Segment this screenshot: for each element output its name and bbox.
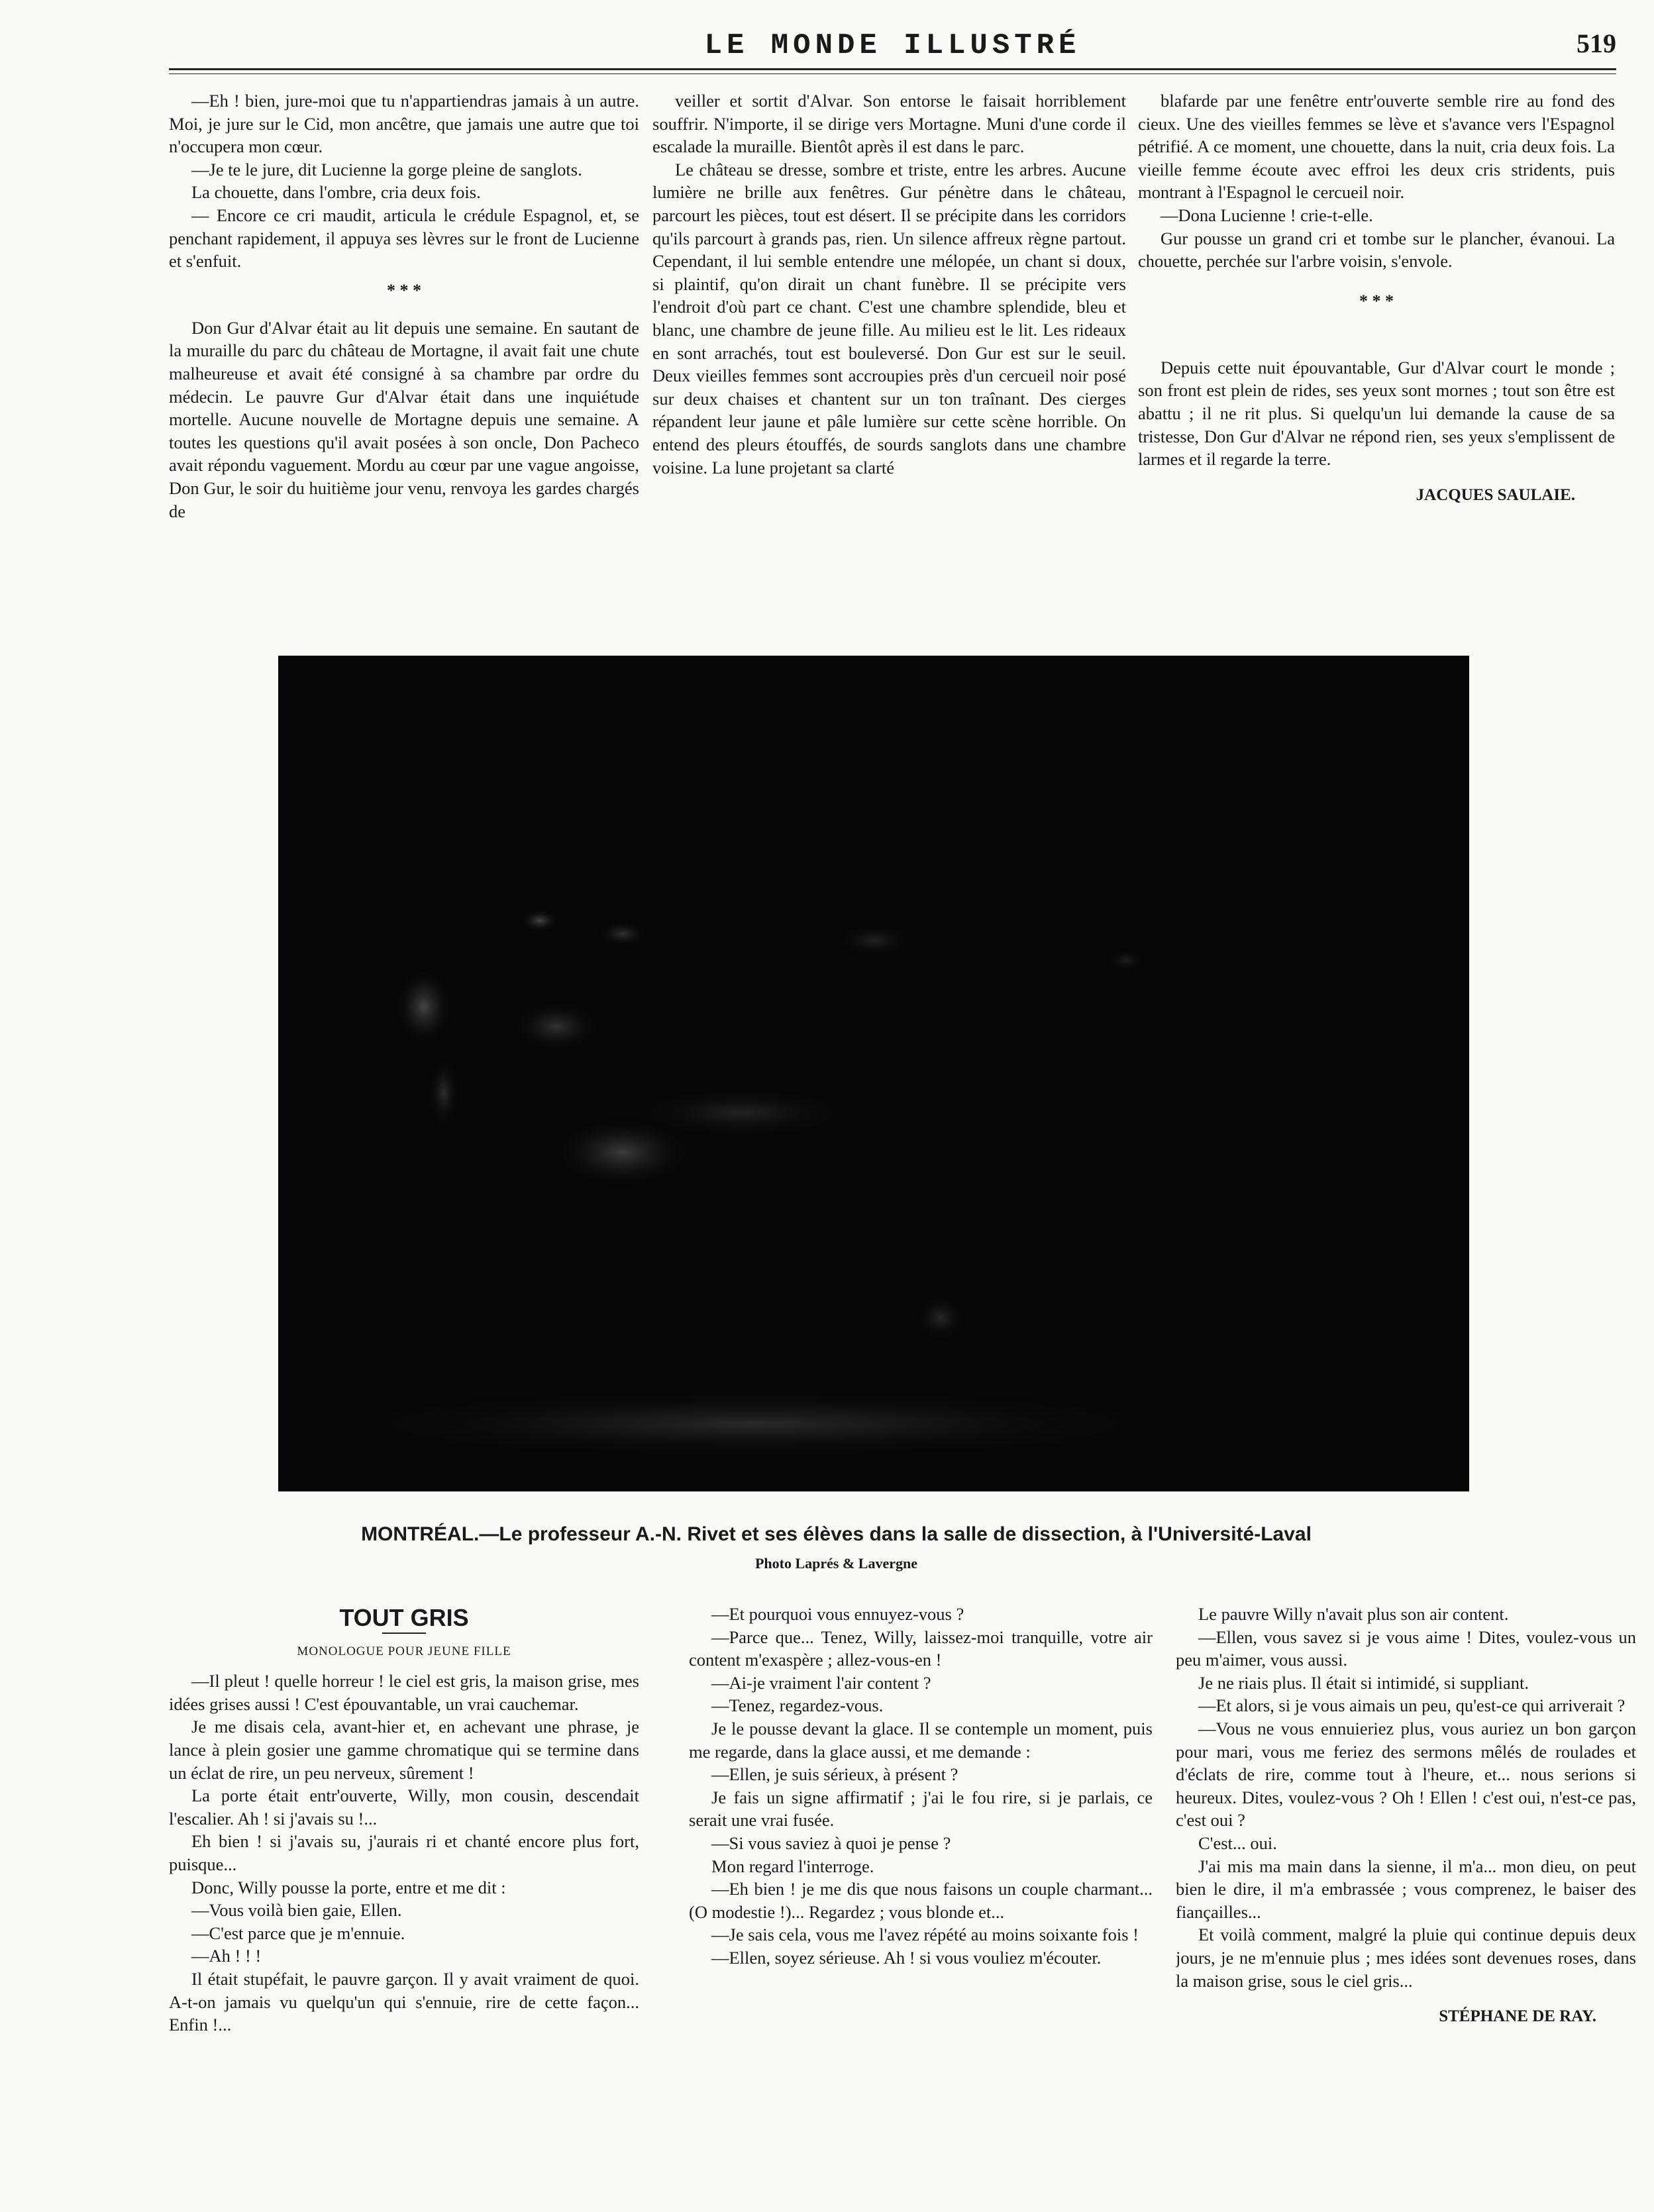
newspaper-title: LE MONDE ILLUSTRÉ: [704, 29, 1081, 62]
paragraph: —Je te le jure, dit Lucienne la gorge pleine de sanglots.: [191, 159, 582, 179]
story1-signature: JACQUES SAULAIE.: [1416, 485, 1575, 504]
dissection-room-photo: [278, 656, 1469, 1491]
paragraph: —Ellen, je suis sérieux, à présent ?: [711, 1764, 958, 1785]
story1-column-2: [652, 89, 1126, 606]
paragraph: C'est... oui.: [1198, 1833, 1277, 1853]
paragraph: —Eh bien ! je me dis que nous faisons un couple charmant... (O modestie !)... Regardez ; vous blonde et...: [689, 1879, 1153, 1922]
story1-column-1: [169, 89, 639, 606]
paragraph: Le pauvre Willy n'avait plus son air content.: [1198, 1604, 1509, 1624]
story1-col3-paragraphs: [1138, 89, 1615, 273]
paragraph: —Dona Lucienne ! crie-t-elle.: [1161, 205, 1373, 225]
paragraph: Don Gur d'Alvar était au lit depuis une semaine. En sautant de la muraille du parc du château de Mortagne, il avait fait une chute malheureuse et avait été consigné à sa chambre par ordre du médecin. Le pauvre Gur d'Alvar était dans une inquiétude mortelle. Aucune nouvelle de Mortagne depuis une semaine. A toutes les questions qu'il avait posées à son oncle, Don Pacheco avait répondu vaguement. Mordu au cœur par une vague angoisse, Don Gur, le soir du huitième jour venu, renvoya les gardes chargés de: [169, 317, 639, 521]
paragraph: —Ai-je vraiment l'air content ?: [711, 1672, 931, 1693]
paragraph: —Ah ! ! !: [191, 1946, 262, 1966]
paragraph: — Encore ce cri maudit, articula le crédule Espagnol, et, se penchant rapidement, il appuya ses lèvres sur le front de Lucienne et s'enfuit.: [169, 205, 639, 272]
section-separator-2: * * *: [1359, 291, 1394, 311]
paragraph: —Et pourquoi vous ennuyez-vous ?: [711, 1604, 964, 1624]
paragraph: La porte était entr'ouverte, Willy, mon cousin, descendait l'escalier. Ah ! si j'avais su !...: [169, 1785, 639, 1829]
paragraph: —Vous ne vous ennuieriez plus, vous auriez un bon garçon pour mari, vous me feriez des sermons mêlés de roulades et d'éclats de rire, comme tout à l'heure, et... nous serions si heureux. Dites, voulez-vous ? Oh ! Ellen ! c'est oui, n'est-ce pas, c'est oui ?: [1176, 1718, 1636, 1831]
paragraph: —Eh ! bien, jure-moi que tu n'appartiendras jamais à un autre. Moi, je jure sur le Cid, mon ancêtre, que jamais une autre que toi n'occupera mon cœur.: [169, 91, 639, 157]
page-number: 519: [1576, 28, 1616, 58]
masthead: [169, 26, 1616, 73]
photo-caption: MONTRÉAL.—Le professeur A.-N. Rivet et ses élèves dans la salle de dissection, à l'Université-Laval: [361, 1523, 1312, 1545]
photo-image: [278, 656, 1469, 1491]
story2-col2-paragraphs: [689, 1603, 1153, 1970]
paragraph: J'ai mis ma main dans la sienne, il m'a... mon dieu, on peut bien le dire, il m'a embrassée ; vous comprenez, le baiser des fiançailles...: [1176, 1856, 1636, 1922]
paragraph: Donc, Willy pousse la porte, entre et me dit :: [191, 1877, 506, 1897]
story2-column-2: [689, 1603, 1153, 2199]
story2-column-3: [1176, 1603, 1636, 2199]
section-separator: * * *: [387, 280, 421, 300]
story1-col1-paragraphs: [169, 89, 639, 273]
paragraph: —Ellen, vous savez si je vous aime ! Dites, voulez-vous un peu m'aimer, vous aussi.: [1176, 1627, 1636, 1670]
story1-col3b-paragraphs: [1138, 356, 1615, 471]
paragraph: —Tenez, regardez-vous.: [711, 1695, 884, 1716]
paragraph: —C'est parce que je m'ennuie.: [191, 1923, 405, 1943]
paragraph: —Ellen, soyez sérieuse. Ah ! si vous vouliez m'écouter.: [711, 1947, 1102, 1968]
story2-col3-paragraphs: [1176, 1603, 1636, 1992]
masthead-rule-thick: [169, 68, 1616, 70]
paragraph: Eh bien ! si j'avais su, j'aurais ri et chanté encore plus fort, puisque...: [169, 1831, 639, 1874]
title-rule: [382, 1633, 426, 1634]
paragraph: —Il pleut ! quelle horreur ! le ciel est gris, la maison grise, mes idées grises aussi ! C'est épouvantable, un vrai cauchemar.: [169, 1671, 639, 1714]
story2-signature: STÉPHANE DE RAY.: [1439, 2007, 1596, 2026]
story2-column-1: [169, 1603, 639, 2199]
paragraph: —Parce que... Tenez, Willy, laissez-moi tranquille, votre air content m'exaspère ; allez-vous-en !: [689, 1627, 1153, 1670]
story2-title: TOUT GRIS: [339, 1604, 469, 1631]
story2-col1-paragraphs: [169, 1670, 639, 2036]
paragraph: Et voilà comment, malgré la pluie qui continue depuis deux jours, je ne m'ennuie plus ; mes idées sont devenues roses, dans la maison grise, sous le ciel gris...: [1176, 1925, 1636, 1991]
paragraph: Je le pousse devant la glace. Il se contemple un moment, puis me regarde, dans la glace aussi, et me demande :: [689, 1718, 1153, 1762]
paragraph: Gur pousse un grand cri et tombe sur le plancher, évanoui. La chouette, perchée sur l'arbre voisin, s'envole.: [1138, 228, 1615, 272]
paragraph: Je ne riais plus. Il était si intimidé, si suppliant.: [1198, 1672, 1529, 1693]
paragraph: —Si vous saviez à quoi je pense ?: [711, 1833, 951, 1853]
paragraph: Mon regard l'interroge.: [711, 1856, 874, 1876]
paragraph: —Et alors, si je vous aimais un peu, qu'est-ce qui arriverait ?: [1198, 1695, 1626, 1716]
story1-col2-paragraphs: [652, 89, 1126, 479]
story1-col1b-paragraphs: [169, 317, 639, 523]
story2-subtitle: MONOLOGUE POUR JEUNE FILLE: [297, 1644, 511, 1658]
paragraph: Il était stupéfait, le pauvre garçon. Il y avait vraiment de quoi. A-t-on jamais vu quelqu'un qui s'ennuie, rire de cette façon... Enfin !...: [169, 1968, 639, 2035]
photo-credit: Photo Laprés & Lavergne: [754, 1555, 918, 1572]
paragraph: Je me disais cela, avant-hier et, en achevant une phrase, je lance à plein gosier une gamme chromatique qui se termine dans un éclat de rire, un peu nerveux, sûrement !: [169, 1717, 639, 1783]
paragraph: Depuis cette nuit épouvantable, Gur d'Alvar court le monde ; son front est plein de rides, ses yeux sont mornes ; tout son être est abattu ; il ne rit plus. Si quelqu'un lui demande la cause de sa tristesse, Don Gur d'Alvar ne répond rien, ses yeux s'emplissent de larmes et il regarde la terre.: [1138, 357, 1615, 470]
paragraph: —Je sais cela, vous me l'avez répété au moins soixante fois !: [711, 1925, 1139, 1945]
paragraph: —Vous voilà bien gaie, Ellen.: [191, 1900, 402, 1921]
paragraph: blafarde par une fenêtre entr'ouverte semble rire au fond des cieux. Une des vieilles femmes se lève et s'avance vers l'Espagnol pétrifié. A ce moment, une chouette, dans la nuit, cria deux fois. La vieille femme écoute avec effroi les deux cris stridents, puis montrant à l'Espagnol le cercueil noir.: [1138, 91, 1615, 203]
paragraph: veiller et sortit d'Alvar. Son entorse le faisait horriblement souffrir. N'importe, il se dirige vers Mortagne. Muni d'une corde il escalade la muraille. Bientôt après il est dans le parc.: [652, 91, 1126, 157]
paragraph: La chouette, dans l'ombre, cria deux fois.: [191, 182, 481, 203]
paragraph: Le château se dresse, sombre et triste, entre les arbres. Aucune lumière ne brille aux fenêtres. Gur pénètre dans le château, parcourt les pièces, tout est désert. Il se précipite dans les corridors qu'ils parcourt à grands pas, rien. Un silence affreux règne partout. Cependant, il lui semble entendre une mélopée, un chant si doux, si plaintif, qu'on dirait un chant funèbre. Il se précipite vers l'endroit d'où part ce chant. C'est une chambre splendide, bleu et blanc, une chambre de jeune fille. Au milieu est le lit. Les rideaux en sont arrachés, tout est bouleversé. Don Gur est sur le seuil. Deux vieilles femmes sont accroupies près d'un cercueil noir posé sur deux chaises et chantent sur un ton traînant. Des cierges répandent leur jaune et pâle lumière sur cette scène horrible. On entend des pleurs étouffés, de sourds sanglots dans une chambre voisine. La lune projetant sa clarté: [652, 159, 1126, 478]
paragraph: Je fais un signe affirmatif ; j'ai le fou rire, si je parlais, ce serait une vrai fusée.: [689, 1787, 1153, 1831]
story1-column-3: [1138, 89, 1615, 606]
